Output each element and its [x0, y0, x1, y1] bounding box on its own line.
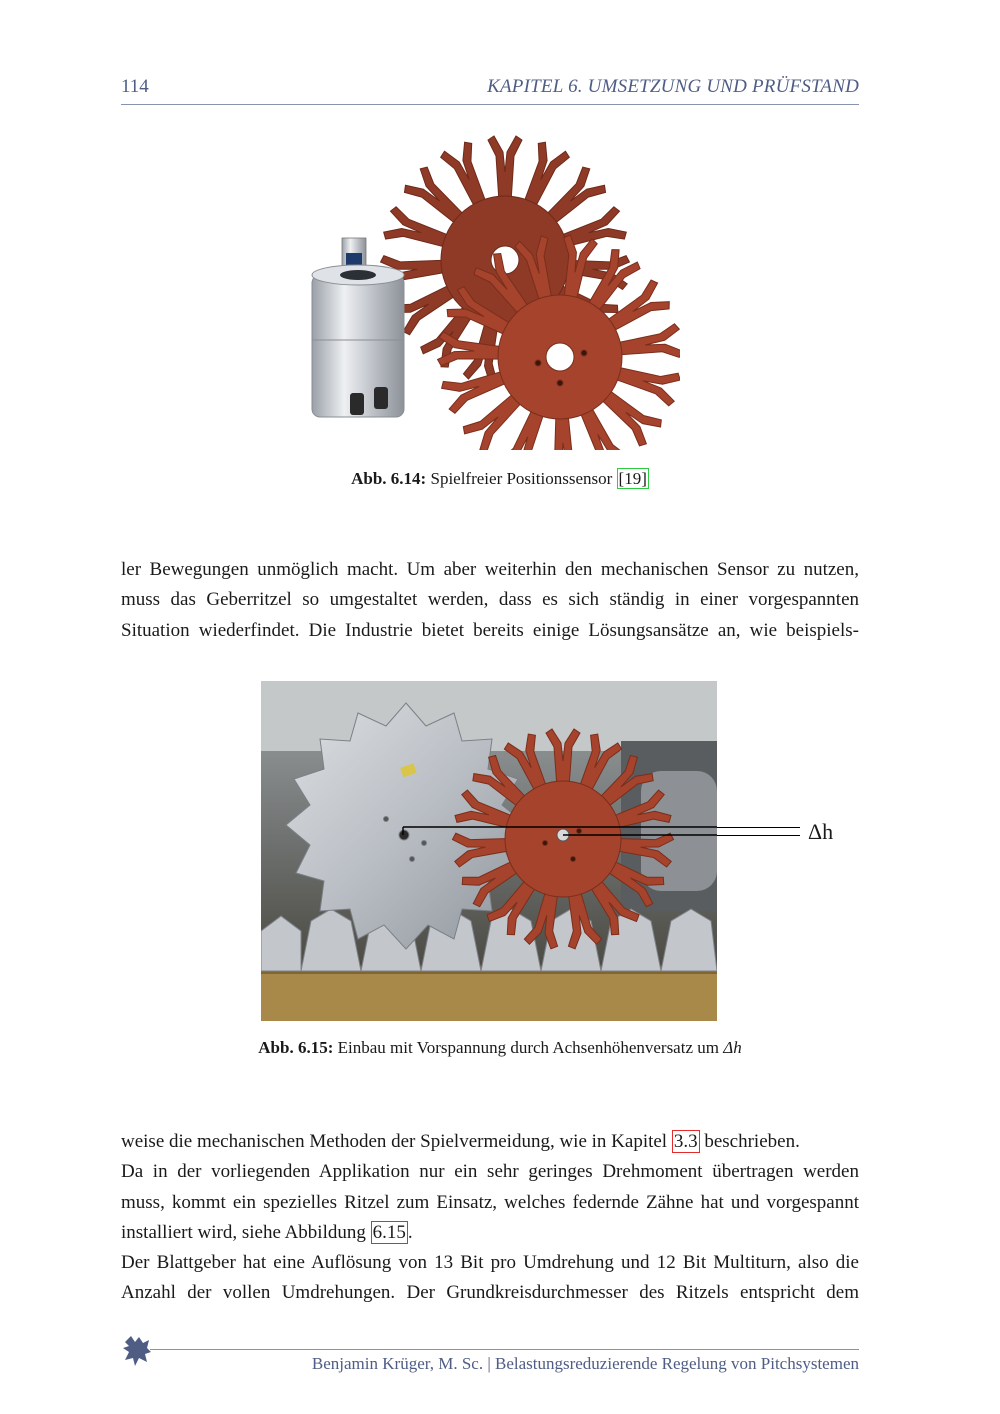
text-line: muss das Geberritzel so umgestaltet werden, dass es sich ständig in einer vorgespannten: [121, 589, 859, 611]
text-line: muss, kommt ein spezielles Ritzel zum Einsatz, welches federnde Zähne hat und vorgespannt: [121, 1191, 859, 1213]
text-line: ler Bewegungen unmöglich macht. Um aber weiterhin den mechanischen Sensor zu nutzen,: [121, 559, 859, 580]
text-line: Anzahl der vollen Umdrehungen. Der Grundkreisdurchmesser des Ritzels entspricht dem: [121, 1282, 859, 1304]
delta-h-line-lower: [717, 835, 800, 836]
delta-h-label: Δh: [808, 819, 834, 844]
text-line: Da in der vorliegenden Applikation nur ein sehr geringes Drehmoment übertragen werden: [121, 1161, 859, 1183]
footer-text: Benjamin Krüger, M. Sc. | Belastungsreduzierende Regelung von Pitchsystemen: [311, 1354, 859, 1373]
citation-link[interactable]: [19]: [618, 469, 647, 488]
text-line: Der Blattgeber hat eine Auflösung von 13 Bit pro Umdrehung und 12 Bit Multiturn, also die: [121, 1252, 859, 1274]
delta-h-line-upper: [717, 827, 800, 828]
text-fragment: .: [407, 1221, 413, 1243]
text-line: [121, 1127, 859, 1157]
gear-mounting-photo: [261, 681, 717, 1021]
text-fragment: weise die mechanischen Methoden der Spielvermeidung, wie in Kapitel: [121, 1131, 672, 1152]
figure-caption-6-15: [0, 1038, 1000, 1058]
page-number: 114: [121, 76, 149, 97]
caption-math: Δh: [723, 1038, 742, 1057]
caption-text: Spielfreier Positionssensor: [426, 469, 617, 488]
chapter-link[interactable]: 3.3: [673, 1131, 698, 1152]
page-header: [121, 76, 859, 105]
text-line: [121, 1218, 859, 1248]
figure-caption-6-14: [0, 469, 1000, 489]
figure-label: Abb. 6.14:: [351, 469, 427, 488]
paragraph-1: [121, 555, 859, 646]
footer-rule: [150, 1349, 859, 1350]
text-line: Situation wiederfindet. Die Industrie bietet bereits einige Lösungsansätze an, wie beispiels-: [121, 619, 859, 641]
text-fragment: installiert wird, siehe Abbildung: [121, 1221, 371, 1243]
figure-label: Abb. 6.15:: [258, 1038, 334, 1057]
text-fragment: beschrieben.: [699, 1131, 800, 1152]
chapter-title: KAPITEL 6. UMSETZUNG UND PRÜFSTAND: [487, 76, 859, 97]
sensor-photo: [300, 135, 680, 450]
caption-text: Einbau mit Vorspannung durch Achsenhöhenversatz um: [333, 1038, 724, 1057]
figure-link[interactable]: 6.15: [372, 1221, 406, 1243]
paragraph-2: [121, 1127, 859, 1309]
university-logo-icon: [121, 1334, 153, 1368]
